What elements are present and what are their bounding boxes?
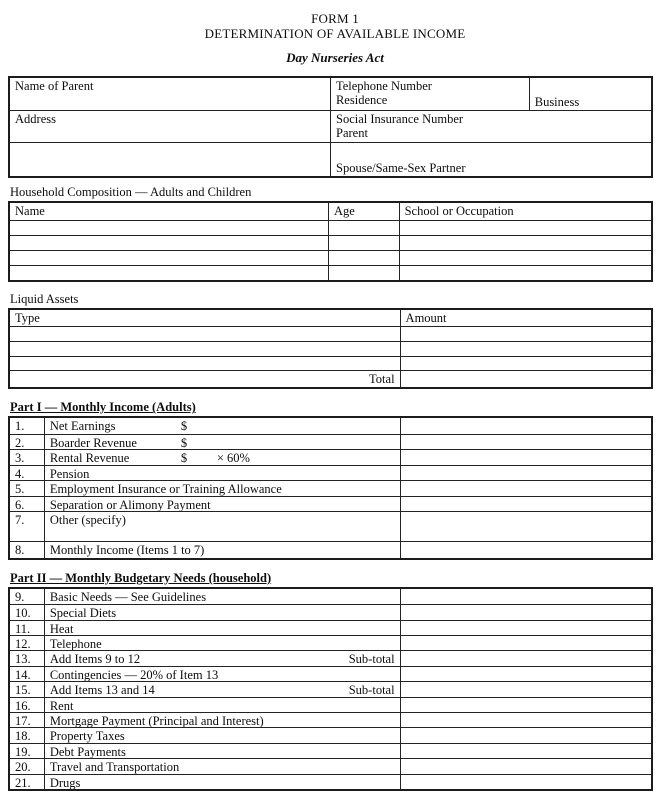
amount-cell — [400, 667, 651, 681]
item-description-cell — [44, 713, 400, 727]
subtotal-label: Sub-total — [348, 652, 395, 666]
item-label: Pension — [49, 466, 90, 481]
item-number: 19. — [15, 744, 31, 759]
blank-cell — [328, 221, 399, 235]
household-header-row — [10, 203, 651, 220]
item-number: 16. — [15, 698, 31, 713]
amount-cell — [400, 497, 651, 512]
budget-item-row — [10, 743, 651, 758]
item-description-cell — [44, 621, 400, 635]
parent-info-row-2 — [10, 110, 651, 142]
address-label: Address — [15, 112, 56, 126]
household-blank-row — [10, 265, 651, 280]
item-description-cell — [44, 497, 400, 512]
item-description-cell — [44, 667, 400, 681]
amount-cell — [400, 759, 651, 773]
item-label: Drugs — [49, 775, 81, 789]
item-description-cell — [44, 605, 400, 619]
amount-cell — [400, 435, 651, 450]
sin-cell — [330, 111, 651, 142]
item-number: 6. — [15, 497, 25, 512]
item-description-cell — [44, 542, 400, 558]
item-label: Separation or Alimony Payment — [49, 497, 211, 512]
title-block — [0, 0, 670, 65]
column-header-school: School or Occupation — [399, 203, 651, 220]
budget-item-row — [10, 774, 651, 789]
amount-cell — [400, 651, 651, 665]
part2-table — [8, 587, 653, 791]
amount-cell — [400, 466, 651, 481]
item-description-cell — [44, 435, 400, 450]
item-number: 7. — [15, 513, 25, 528]
income-item-row — [10, 449, 651, 465]
dollar-sign: $ — [180, 419, 188, 434]
item-label: Employment Insurance or Training Allowance — [49, 482, 282, 496]
item-label: Boarder Revenue — [49, 435, 137, 450]
name-of-parent-label: Name of Parent — [15, 79, 94, 93]
budget-item-row — [10, 604, 651, 619]
item-description-cell — [44, 636, 400, 650]
household-blank-row — [10, 235, 651, 250]
item-number: 11. — [15, 621, 31, 636]
item-description-cell — [44, 418, 400, 434]
blank-cell — [10, 327, 400, 341]
blank-cell — [10, 143, 330, 176]
item-description-cell — [44, 759, 400, 773]
amount-cell — [400, 698, 651, 712]
item-description-cell — [44, 698, 400, 712]
item-description-cell — [44, 589, 400, 604]
part1-heading: Part I — Monthly Income (Adults) — [10, 400, 196, 415]
sin-parent-label: Parent — [336, 126, 368, 140]
item-label: Basic Needs — See Guidelines — [49, 589, 207, 604]
household-blank-row — [10, 220, 651, 235]
item-label: Rental Revenue — [49, 451, 130, 465]
item-label: Mortgage Payment (Principal and Interest) — [49, 714, 264, 728]
item-number: 2. — [15, 435, 25, 450]
item-number: 4. — [15, 466, 25, 481]
liquid-assets-blank-row — [10, 356, 651, 371]
income-item-row — [10, 434, 651, 450]
column-header-name: Name — [15, 204, 45, 218]
item-number: 8. — [15, 543, 25, 558]
parent-info-table — [8, 76, 653, 178]
liquid-assets-table — [8, 308, 653, 389]
income-item-row — [10, 496, 651, 512]
total-label: Total — [369, 372, 395, 387]
part2-heading: Part II — Monthly Budgetary Needs (household) — [10, 570, 272, 585]
amount-cell — [400, 744, 651, 758]
item-number: 17. — [15, 714, 31, 728]
item-number: 1. — [15, 419, 25, 434]
column-header-age: Age — [328, 203, 399, 220]
item-number: 14. — [15, 667, 31, 682]
item-label: Telephone — [49, 637, 102, 651]
budget-item-row — [10, 666, 651, 681]
amount-cell — [400, 512, 651, 541]
column-header-type: Type — [15, 311, 40, 325]
item-label: Rent — [49, 698, 74, 713]
liquid-assets-blank-row — [10, 326, 651, 341]
item-description-cell — [44, 512, 400, 541]
budget-item-row — [10, 589, 651, 604]
income-item-row — [10, 541, 651, 558]
blank-cell — [10, 342, 400, 356]
item-description-cell — [44, 450, 400, 465]
amount-cell — [400, 728, 651, 742]
item-number: 18. — [15, 729, 31, 743]
item-label: Contingencies — 20% of Item 13 — [49, 667, 219, 682]
item-label: Debt Payments — [49, 744, 126, 759]
name-of-parent-cell — [10, 78, 330, 110]
amount-cell — [400, 775, 651, 789]
item-label: Net Earnings — [49, 419, 116, 434]
dollar-sign: $ — [180, 451, 188, 465]
item-label: Add Items 9 to 12 — [49, 652, 141, 666]
blank-cell — [10, 357, 400, 371]
budget-item-row — [10, 635, 651, 650]
household-table — [8, 201, 653, 282]
spouse-label: Spouse/Same-Sex Partner — [336, 161, 466, 175]
sin-label: Social Insurance Number — [336, 112, 464, 126]
item-description-cell — [44, 682, 400, 696]
item-label: Add Items 13 and 14 — [49, 683, 155, 697]
income-item-row — [10, 480, 651, 496]
telephone-label: Telephone Number — [335, 79, 432, 93]
total-amount-cell — [400, 371, 651, 387]
amount-cell — [400, 605, 651, 619]
blank-cell — [10, 266, 328, 280]
item-description-cell — [44, 651, 400, 665]
blank-cell — [400, 327, 651, 341]
amount-cell — [400, 450, 651, 465]
blank-cell — [399, 251, 651, 265]
blank-cell — [10, 251, 328, 265]
dollar-sign: $ — [180, 435, 188, 450]
item-label: Travel and Transportation — [49, 760, 180, 774]
item-description-cell — [44, 466, 400, 481]
amount-cell — [400, 713, 651, 727]
household-blank-row — [10, 250, 651, 265]
budget-item-row — [10, 620, 651, 635]
item-number: 21. — [15, 775, 31, 789]
budget-item-row — [10, 697, 651, 712]
amount-cell — [400, 621, 651, 635]
item-label: Property Taxes — [49, 729, 125, 743]
parent-info-row-1 — [10, 78, 651, 110]
item-label: Monthly Income (Items 1 to 7) — [49, 543, 205, 558]
item-label: Other (specify) — [49, 513, 126, 528]
liquid-assets-total-row — [10, 370, 651, 387]
blank-cell — [328, 251, 399, 265]
household-heading: Household Composition — Adults and Children — [10, 185, 252, 199]
blank-cell — [400, 357, 651, 371]
parent-info-row-3 — [10, 142, 651, 176]
blank-cell — [399, 221, 651, 235]
item-number: 9. — [15, 589, 25, 604]
amount-cell — [400, 682, 651, 696]
item-label: Special Diets — [49, 606, 117, 620]
business-cell — [529, 78, 651, 110]
blank-cell — [399, 266, 651, 280]
item-description-cell — [44, 744, 400, 758]
spouse-cell — [330, 143, 651, 176]
item-number: 10. — [15, 606, 31, 620]
form-title: DETERMINATION OF AVAILABLE INCOME — [204, 26, 466, 41]
blank-cell — [400, 342, 651, 356]
item-number: 3. — [15, 451, 25, 465]
amount-cell — [400, 589, 651, 604]
blank-cell — [328, 236, 399, 250]
item-description-cell — [44, 481, 400, 496]
amount-cell — [400, 542, 651, 558]
column-header-amount: Amount — [400, 310, 651, 326]
telephone-residence-cell — [330, 78, 529, 110]
budget-item-row — [10, 681, 651, 696]
item-number: 13. — [15, 652, 31, 666]
subtotal-label: Sub-total — [348, 683, 395, 697]
residence-label: Residence — [335, 93, 388, 107]
budget-item-row — [10, 712, 651, 727]
budget-item-row — [10, 727, 651, 742]
item-number: 5. — [15, 482, 25, 496]
income-item-row — [10, 511, 651, 541]
blank-cell — [328, 266, 399, 280]
liquid-assets-blank-row — [10, 341, 651, 356]
budget-item-row — [10, 650, 651, 665]
item-description-cell — [44, 775, 400, 789]
form-number: FORM 1 — [311, 11, 359, 26]
blank-cell — [399, 236, 651, 250]
item-number: 12. — [15, 637, 31, 651]
blank-cell — [10, 221, 328, 235]
item-number: 20. — [15, 760, 31, 774]
amount-cell — [400, 636, 651, 650]
blank-cell — [10, 236, 328, 250]
item-label: Heat — [49, 621, 74, 636]
part1-table — [8, 416, 653, 560]
business-label: Business — [534, 95, 580, 109]
amount-cell — [400, 481, 651, 496]
amount-cell — [400, 418, 651, 434]
liquid-assets-header-row — [10, 310, 651, 326]
item-number: 15. — [15, 683, 31, 697]
item-description-cell — [44, 728, 400, 742]
liquid-assets-heading: Liquid Assets — [10, 292, 79, 306]
multiplier-note: × 60% — [216, 451, 250, 465]
act-title: Day Nurseries Act — [286, 50, 384, 65]
budget-item-row — [10, 758, 651, 773]
income-item-row — [10, 418, 651, 434]
income-item-row — [10, 465, 651, 481]
address-cell — [10, 111, 330, 142]
